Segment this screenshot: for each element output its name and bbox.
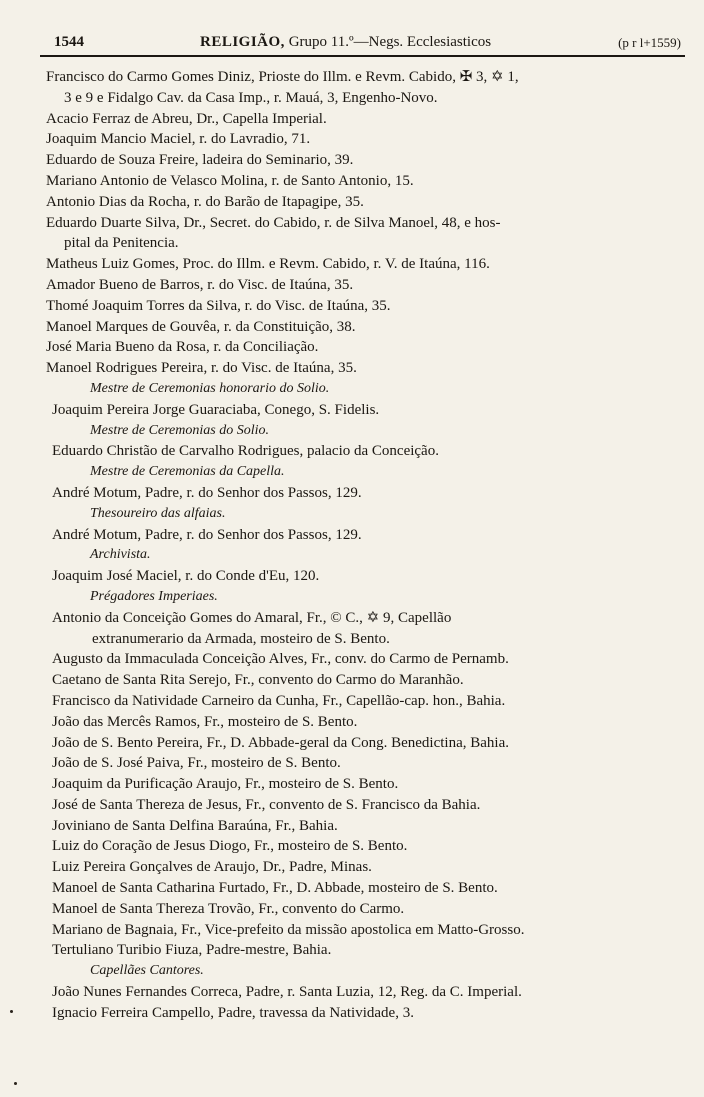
- page-number: 1544: [54, 34, 84, 50]
- directory-entry: Eduardo de Souza Freire, ladeira do Seminario, 39.: [46, 152, 354, 169]
- section-heading: Capellães Cantores.: [90, 963, 204, 979]
- directory-entry: Eduardo Duarte Silva, Dr., Secret. do Cabido, r. de Silva Manoel, 48, e hos-: [46, 214, 501, 231]
- directory-entry: Manoel Rodrigues Pereira, r. do Visc. de Itaúna, 35.: [46, 360, 357, 377]
- section-title: [200, 34, 491, 51]
- ink-speck: [14, 1082, 17, 1085]
- directory-entry: André Motum, Padre, r. do Senhor dos Passos, 129.: [52, 484, 362, 501]
- directory-entry: pital da Penitencia.: [64, 235, 179, 252]
- directory-entry: Mariano de Bagnaia, Fr., Vice-prefeito da missão apostolica em Matto-Grosso.: [52, 921, 525, 938]
- ink-speck: [10, 1010, 13, 1013]
- directory-entry: Manoel de Santa Catharina Furtado, Fr., D. Abbade, mosteiro de S. Bento.: [52, 880, 498, 897]
- directory-entry: Manoel de Santa Thereza Trovão, Fr., convento do Carmo.: [52, 900, 405, 917]
- directory-entry: Amador Bueno de Barros, r. do Visc. de Itaúna, 35.: [46, 276, 354, 293]
- directory-entry: João Nunes Fernandes Correca, Padre, r. Santa Luzia, 12, Reg. da C. Imperial.: [52, 984, 522, 1001]
- directory-entry: Joviniano de Santa Delfina Baraúna, Fr., Bahia.: [52, 817, 338, 834]
- section-heading: Thesoureiro das alfaias.: [90, 505, 226, 521]
- section-title-sub: Grupo 11.º—Negs. Ecclesiasticos: [288, 34, 492, 50]
- directory-entry: Joaquim José Maciel, r. do Conde d'Eu, 120.: [52, 568, 320, 585]
- directory-entry: Eduardo Christão de Carvalho Rodrigues, palacio da Conceição.: [52, 443, 439, 460]
- directory-entry: Joaquim Pereira Jorge Guaraciaba, Conego, S. Fidelis.: [52, 401, 380, 418]
- directory-entry: Tertuliano Turibio Fiuza, Padre-mestre, Bahia.: [52, 942, 332, 959]
- directory-entry: Augusto da Immaculada Conceição Alves, Fr., conv. do Carmo de Pernamb.: [52, 651, 509, 668]
- directory-entry: Antonio Dias da Rocha, r. do Barão de Itapagipe, 35.: [46, 193, 364, 210]
- directory-entry: João de S. José Paiva, Fr., mosteiro de S. Bento.: [52, 755, 341, 772]
- directory-entry: Francisco da Natividade Carneiro da Cunha, Fr., Capellão-cap. hon., Bahia.: [52, 692, 506, 709]
- section-heading: Mestre de Ceremonias honorario do Solio.: [90, 380, 330, 396]
- directory-entry: José Maria Bueno da Rosa, r. da Conciliação.: [46, 339, 319, 356]
- directory-entry: Acacio Ferraz de Abreu, Dr., Capella Imperial.: [46, 110, 327, 127]
- running-header: [40, 32, 685, 54]
- directory-entry: Caetano de Santa Rita Serejo, Fr., convento do Carmo do Maranhão.: [52, 672, 464, 689]
- directory-entry: Thomé Joaquim Torres da Silva, r. do Visc. de Itaúna, 35.: [46, 297, 391, 314]
- directory-entry: João de S. Bento Pereira, Fr., D. Abbade-geral da Cong. Benedictina, Bahia.: [52, 734, 509, 751]
- header-reference: (p r l+1559): [618, 35, 681, 50]
- header-rule: [40, 55, 685, 57]
- directory-entry: André Motum, Padre, r. do Senhor dos Passos, 129.: [52, 526, 362, 543]
- directory-entry: Luiz do Coração de Jesus Diogo, Fr., mosteiro de S. Bento.: [52, 838, 408, 855]
- directory-entry: Joaquim Mancio Maciel, r. do Lavradio, 71.: [46, 131, 311, 148]
- directory-entry: Luiz Pereira Gonçalves de Araujo, Dr., Padre, Minas.: [52, 859, 372, 876]
- directory-entry: João das Mercês Ramos, Fr., mosteiro de S. Bento.: [52, 713, 358, 730]
- directory-entry: Francisco do Carmo Gomes Diniz, Prioste do Illm. e Revm. Cabido, ✠ 3, ✡ 1,: [46, 69, 519, 85]
- directory-entry: Joaquim da Purificação Araujo, Fr., mosteiro de S. Bento.: [52, 776, 399, 793]
- section-heading: Archivista.: [90, 547, 151, 563]
- section-heading: Prégadores Imperiaes.: [90, 588, 218, 604]
- directory-entry: 3 e 9 e Fidalgo Cav. da Casa Imp., r. Mauá, 3, Engenho-Novo.: [64, 89, 438, 106]
- section-heading: Mestre de Ceremonias da Capella.: [90, 464, 285, 480]
- directory-entry: Mariano Antonio de Velasco Molina, r. de Santo Antonio, 15.: [46, 172, 414, 189]
- directory-entry: Ignacio Ferreira Campello, Padre, travessa da Natividade, 3.: [52, 1004, 414, 1021]
- directory-entry: Matheus Luiz Gomes, Proc. do Illm. e Revm. Cabido, r. V. de Itaúna, 116.: [46, 256, 490, 273]
- directory-entry: José de Santa Thereza de Jesus, Fr., convento de S. Francisco da Bahia.: [52, 796, 481, 813]
- section-heading: Mestre de Ceremonias do Solio.: [90, 422, 269, 438]
- directory-entry: extranumerario da Armada, mosteiro de S. Bento.: [92, 630, 390, 647]
- directory-listing: [46, 67, 686, 1024]
- section-title-main: RELIGIÃO,: [200, 34, 285, 50]
- directory-entry: Antonio da Conceição Gomes do Amaral, Fr., © C., ✡ 9, Capellão: [52, 609, 452, 626]
- directory-entry: Manoel Marques de Gouvêa, r. da Constituição, 38.: [46, 318, 356, 335]
